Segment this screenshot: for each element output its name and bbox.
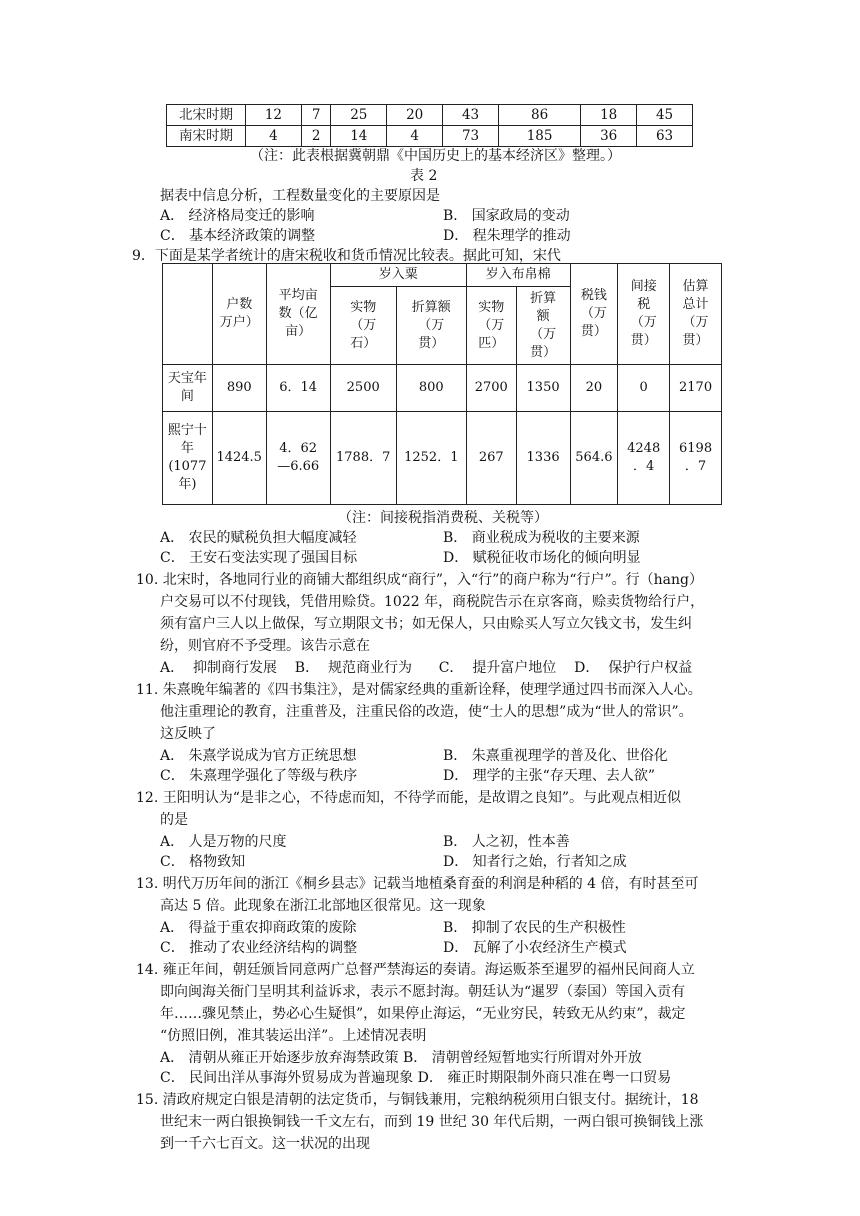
cell: 43 xyxy=(443,105,499,126)
question-12-line: 的是 xyxy=(160,812,188,828)
cell: 564.6 xyxy=(570,412,618,505)
cell: 6．14 xyxy=(266,365,330,412)
option-b[interactable]: B． 国家政局的变动 xyxy=(443,208,570,224)
table-row xyxy=(167,105,693,126)
cell: 4 xyxy=(246,126,302,147)
header-empty xyxy=(163,264,213,365)
option-c[interactable]: C． 朱熹理学强化了等级与秩序 xyxy=(160,768,358,784)
cell: 1350 xyxy=(516,365,570,412)
table-1 xyxy=(166,104,693,147)
header-grain-real xyxy=(330,287,396,365)
header-text: 税钱 （万 贯） xyxy=(580,288,607,339)
table-2-note: （注：间接税指消费税、关税等） xyxy=(338,510,548,526)
cell: 2500 xyxy=(330,365,396,412)
header-text: 实物 （万 匹） xyxy=(478,299,505,351)
cell: 2 xyxy=(301,126,330,147)
cell: 1788．7 xyxy=(330,412,396,505)
header-grain: 岁入粟 xyxy=(330,264,466,287)
question-11-line: 11. 朱熹晚年编著的《四书集注》，是对儒家经典的重新诠释，使理学通过四书而深入人心。 xyxy=(136,682,702,698)
cell: 4248 ．4 xyxy=(618,412,670,505)
header-text: 折算额 （万 贯） xyxy=(411,299,451,351)
cell: 20 xyxy=(570,365,618,412)
question-12-line: 12. 王阳明认为“是非之心，不待虑而知，不待学而能，是故谓之良知”。与此观点相近似 xyxy=(136,790,682,806)
table-row xyxy=(167,126,693,147)
header-households xyxy=(212,264,266,365)
cell: 2170 xyxy=(670,365,722,412)
cell: 86 xyxy=(498,105,580,126)
question-15-line: 到一千六七百文。这一状况的出现 xyxy=(160,1136,370,1152)
cell: 800 xyxy=(396,365,466,412)
option-c[interactable]: C． 基本经济政策的调整 xyxy=(160,228,316,244)
option-b[interactable]: B． 抑制了农民的生产积极性 xyxy=(443,920,626,936)
option-d[interactable]: D． 赋税征收市场化的倾向明显 xyxy=(443,550,641,566)
cell: 12 xyxy=(246,105,302,126)
cell: 0 xyxy=(618,365,670,412)
question-15-line: 15. 清政府规定白银是清朝的法定货币，与铜钱兼用，完粮纳税须用白银支付。据统计，18 xyxy=(136,1092,699,1108)
question-13-line: 13. 明代万历年间的浙江《桐乡县志》记载当地植桑育蚕的利润是种稻的 4 倍，有时甚至可 xyxy=(136,876,699,892)
cell: 185 xyxy=(498,126,580,147)
header-total xyxy=(670,264,722,365)
cell: 20 xyxy=(387,105,443,126)
option-c[interactable]: C． 王安石变法实现了强国目标 xyxy=(160,550,358,566)
cell: 6198 ．7 xyxy=(670,412,722,505)
header-text: 实物 （万 石） xyxy=(350,299,377,351)
option-a[interactable]: A． 得益于重农抑商政策的废除 xyxy=(160,920,357,936)
cell: 267 xyxy=(466,412,516,505)
question-8-stem: 据表中信息分析，工程数量变化的主要原因是 xyxy=(160,188,440,204)
question-11-line: 这反映了 xyxy=(160,726,216,742)
row-label: 南宋时期 xyxy=(167,126,246,147)
option-d[interactable]: D． 程朱理学的推动 xyxy=(443,228,571,244)
question-14-line: 年……骤见禁止，势必心生疑惧”，如果停止海运，“无业穷民，转致无从约束”，裁定 xyxy=(160,1006,686,1022)
header-text: 户数 万户） xyxy=(219,297,259,330)
table-2 xyxy=(162,263,722,505)
cell: 14 xyxy=(331,126,387,147)
header-indirect xyxy=(618,264,670,365)
option-a[interactable]: A． 朱熹学说成为官方正统思想 xyxy=(160,748,357,764)
option-d[interactable]: D． 瓦解了小农经济生产模式 xyxy=(443,940,627,956)
cell: 2700 xyxy=(466,365,516,412)
question-10-line: 户交易可以不付现钱，凭借用赊贷。1022 年，商税院告示在京客商，赊卖货物给行户， xyxy=(160,594,705,610)
cell: 1424.5 xyxy=(212,412,266,505)
row-label: 天宝年 间 xyxy=(163,365,213,412)
options-cd[interactable]: C． 民间出洋从事海外贸易成为普遍现象 D． 雍正时期限制外商只准在粤一口贸易 xyxy=(160,1070,672,1086)
option-b[interactable]: B． 人之初，性本善 xyxy=(443,834,570,850)
header-cloth-conv xyxy=(516,287,570,365)
option-c[interactable]: C． 推动了农业经济结构的调整 xyxy=(160,940,358,956)
cell: 25 xyxy=(331,105,387,126)
row-label: 北宋时期 xyxy=(167,105,246,126)
cell: 36 xyxy=(581,126,637,147)
header-text: 间接 税 （万 贯） xyxy=(630,279,657,348)
cell: 890 xyxy=(212,365,266,412)
cell: 4．62 —6.66 xyxy=(266,412,330,505)
cell: 1336 xyxy=(516,412,570,505)
question-10-line: 10. 北宋时，各地同行业的商铺大都组织成“商行”，入“行”的商户称为“行户”。行（hang） xyxy=(136,572,703,588)
table-1-caption: 表 2 xyxy=(410,168,438,184)
header-cloth-real xyxy=(466,287,516,365)
header-area xyxy=(266,264,330,365)
option-a[interactable]: A． 人是万物的尺度 xyxy=(160,834,287,850)
header-text: 平均亩 数（亿 亩） xyxy=(278,288,318,339)
cell: 73 xyxy=(443,126,499,147)
cell: 4 xyxy=(387,126,443,147)
question-9-stem: 9．下面是某学者统计的唐宋税收和货币情况比较表。据此可知，宋代 xyxy=(132,248,561,264)
cell: 7 xyxy=(301,105,330,126)
row-label: 熙宁十 年(1077 年) xyxy=(163,412,213,505)
question-14-line: “仿照旧例，准其装运出洋”。上述情况表明 xyxy=(160,1028,427,1044)
options-ab[interactable]: A． 清朝从雍正开始逐步放弃海禁政策 B． 清朝曾经短暂地实行所谓对外开放 xyxy=(160,1050,642,1066)
header-grain-conv xyxy=(396,287,466,365)
question-14-line: 即向闽海关衙门呈明其利益诉求，表示不愿封海。朝廷认为“暹罗（泰国）等国入贡有 xyxy=(160,984,686,1000)
table-header-row xyxy=(163,264,722,287)
question-13-line: 高达 5 倍。此现象在浙江北部地区很常见。这一现象 xyxy=(160,898,486,914)
header-tax xyxy=(570,264,618,365)
question-10-options[interactable]: A． 抑制商行发展 B． 规范商业行为 C． 提升富户地位 D． 保护行户权益 xyxy=(160,660,693,676)
option-a[interactable]: A． 农民的赋税负担大幅度减轻 xyxy=(160,530,357,546)
question-14-line: 14. 雍正年间，朝廷颁旨同意两广总督严禁海运的奏请。海运贩茶至暹罗的福州民间商人立 xyxy=(136,962,695,978)
question-15-line: 世纪末一两白银换铜钱一千文左右，而到 19 世纪 30 年代后期，一两白银可换铜钱上涨 xyxy=(160,1114,704,1130)
table-row xyxy=(163,365,722,412)
table-1-note: （注：此表根据冀朝鼎《中国历史上的基本经济区》整理。） xyxy=(250,148,621,164)
option-d[interactable]: D． 理学的主张“存天理、去人欲” xyxy=(443,768,655,784)
header-cloth: 岁入布帛棉 xyxy=(466,264,570,287)
option-a[interactable]: A． 经济格局变迁的影响 xyxy=(160,208,315,224)
header-text: 折算 额 （万 贯） xyxy=(530,290,557,360)
cell: 1252．1 xyxy=(396,412,466,505)
option-b[interactable]: B． 朱熹重视理学的普及化、世俗化 xyxy=(443,748,668,764)
table-row xyxy=(163,412,722,505)
question-10-line: 纷，则官府不予受理。该告示意在 xyxy=(160,638,370,654)
question-11-line: 他注重理论的教育，注重普及，注重民俗的改造，使“士人的思想”成为“世人的常识”。 xyxy=(160,704,693,720)
option-b[interactable]: B． 商业税成为税收的主要来源 xyxy=(443,530,640,546)
option-c[interactable]: C． 格物致知 xyxy=(160,854,246,870)
cell: 63 xyxy=(637,126,693,147)
cell: 18 xyxy=(581,105,637,126)
header-text: 估算 总计 （万 贯） xyxy=(682,279,709,348)
option-d[interactable]: D． 知者行之始，行者知之成 xyxy=(443,854,627,870)
cell: 45 xyxy=(637,105,693,126)
question-10-line: 须有富户三人以上做保，写立期限文书；如无保人，只由赊买人写立欠钱文书，发生纠 xyxy=(160,616,692,632)
